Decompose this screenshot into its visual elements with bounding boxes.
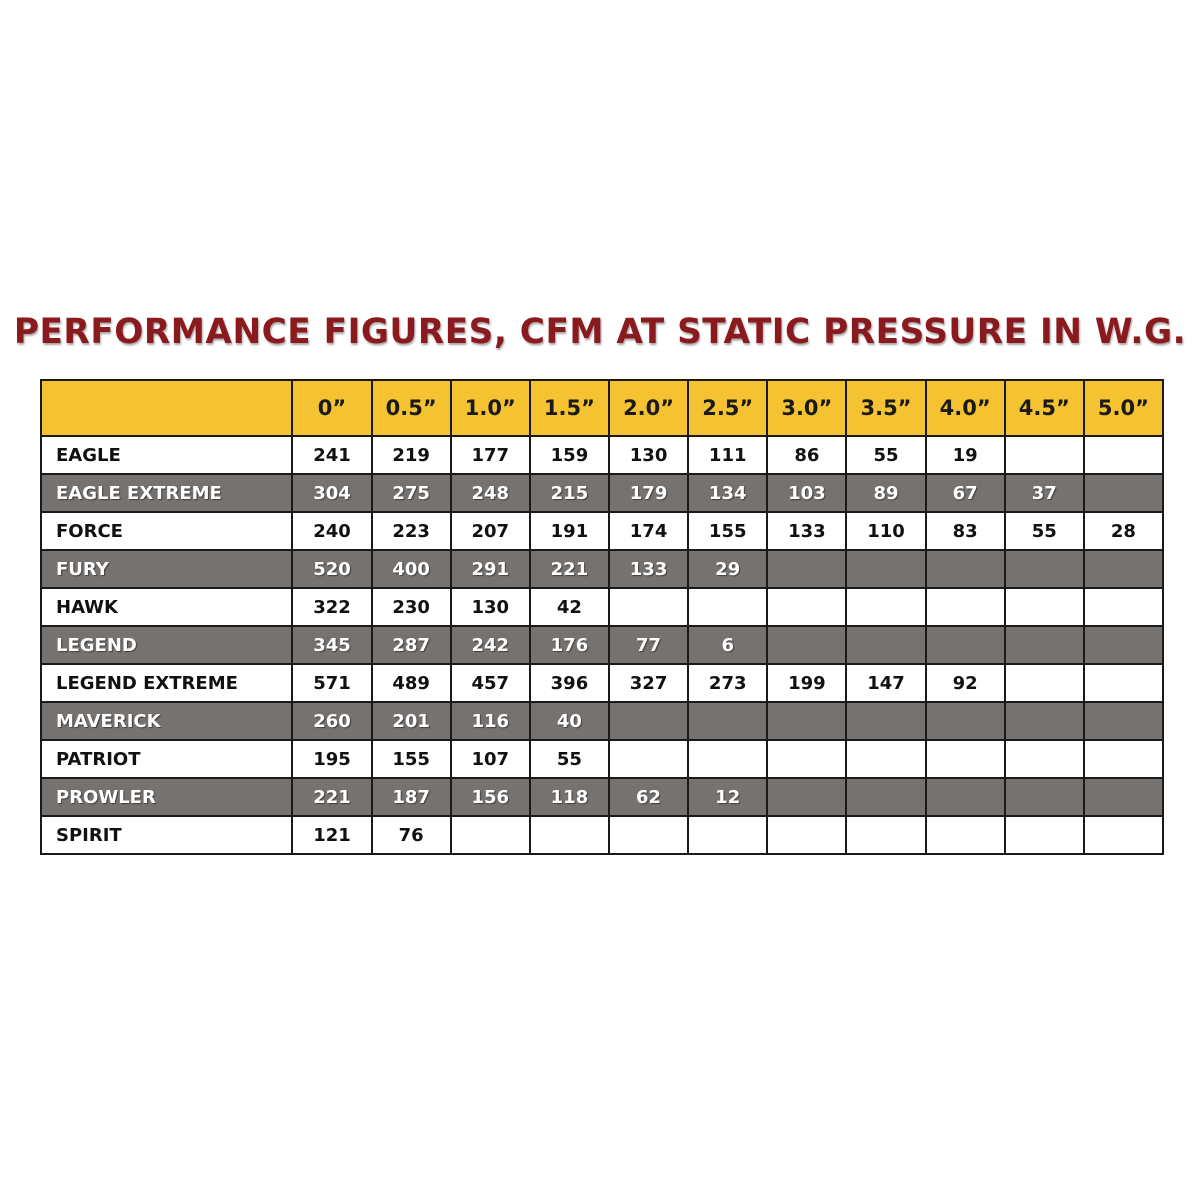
cfm-value-cell: 240 xyxy=(292,512,371,550)
model-name-cell: HAWK xyxy=(41,588,292,626)
cfm-value-cell: 62 xyxy=(609,778,688,816)
cfm-value-cell: 396 xyxy=(530,664,609,702)
cfm-value-cell: 155 xyxy=(688,512,767,550)
cfm-value-cell: 571 xyxy=(292,664,371,702)
model-name-cell: LEGEND xyxy=(41,626,292,664)
cfm-value-cell xyxy=(451,816,530,854)
cfm-value-cell xyxy=(926,816,1005,854)
header-cell-pressure: 1.5” xyxy=(530,380,609,436)
header-cell-pressure: 3.5” xyxy=(846,380,925,436)
cfm-value-cell: 55 xyxy=(846,436,925,474)
cfm-value-cell xyxy=(1084,588,1163,626)
cfm-value-cell: 155 xyxy=(372,740,451,778)
cfm-value-cell: 260 xyxy=(292,702,371,740)
header-cell-pressure: 0” xyxy=(292,380,371,436)
cfm-value-cell: 201 xyxy=(372,702,451,740)
cfm-value-cell: 77 xyxy=(609,626,688,664)
cfm-value-cell: 83 xyxy=(926,512,1005,550)
cfm-value-cell: 275 xyxy=(372,474,451,512)
cfm-value-cell xyxy=(1084,778,1163,816)
model-name-cell: EAGLE xyxy=(41,436,292,474)
cfm-value-cell: 92 xyxy=(926,664,1005,702)
model-name-cell: MAVERICK xyxy=(41,702,292,740)
table-row xyxy=(41,474,1163,512)
cfm-value-cell xyxy=(1084,436,1163,474)
header-cell-pressure: 5.0” xyxy=(1084,380,1163,436)
cfm-value-cell: 489 xyxy=(372,664,451,702)
header-cell-pressure: 4.5” xyxy=(1005,380,1084,436)
cfm-value-cell: 191 xyxy=(530,512,609,550)
cfm-value-cell: 89 xyxy=(846,474,925,512)
cfm-value-cell: 103 xyxy=(767,474,846,512)
cfm-value-cell xyxy=(846,550,925,588)
cfm-value-cell xyxy=(609,816,688,854)
cfm-value-cell xyxy=(1084,740,1163,778)
header-cell-pressure: 2.0” xyxy=(609,380,688,436)
cfm-value-cell xyxy=(767,740,846,778)
model-name-cell: FORCE xyxy=(41,512,292,550)
cfm-value-cell: 110 xyxy=(846,512,925,550)
cfm-value-cell: 207 xyxy=(451,512,530,550)
header-cell-pressure: 3.0” xyxy=(767,380,846,436)
cfm-value-cell xyxy=(846,626,925,664)
cfm-value-cell: 111 xyxy=(688,436,767,474)
cfm-value-cell: 134 xyxy=(688,474,767,512)
cfm-value-cell xyxy=(846,778,925,816)
header-cell-pressure: 0.5” xyxy=(372,380,451,436)
cfm-value-cell: 273 xyxy=(688,664,767,702)
cfm-value-cell: 241 xyxy=(292,436,371,474)
cfm-value-cell xyxy=(1005,740,1084,778)
model-name-cell: SPIRIT xyxy=(41,816,292,854)
cfm-value-cell: 400 xyxy=(372,550,451,588)
cfm-value-cell xyxy=(926,550,1005,588)
cfm-value-cell: 6 xyxy=(688,626,767,664)
table-title: PERFORMANCE FIGURES, CFM AT STATIC PRESSURE IN W.G. xyxy=(13,312,1187,352)
model-name-cell: FURY xyxy=(41,550,292,588)
cfm-value-cell xyxy=(1084,816,1163,854)
table-row xyxy=(41,664,1163,702)
table-row xyxy=(41,512,1163,550)
cfm-value-cell xyxy=(1084,550,1163,588)
header-cell-pressure: 1.0” xyxy=(451,380,530,436)
header-cell-model xyxy=(41,380,292,436)
cfm-value-cell: 130 xyxy=(609,436,688,474)
cfm-value-cell xyxy=(1084,702,1163,740)
cfm-value-cell: 55 xyxy=(530,740,609,778)
cfm-value-cell: 457 xyxy=(451,664,530,702)
cfm-value-cell: 29 xyxy=(688,550,767,588)
table-row xyxy=(41,778,1163,816)
cfm-value-cell xyxy=(767,816,846,854)
cfm-value-cell: 107 xyxy=(451,740,530,778)
cfm-value-cell: 322 xyxy=(292,588,371,626)
model-name-cell: PROWLER xyxy=(41,778,292,816)
cfm-value-cell: 116 xyxy=(451,702,530,740)
cfm-value-cell: 55 xyxy=(1005,512,1084,550)
cfm-value-cell: 174 xyxy=(609,512,688,550)
cfm-value-cell xyxy=(1005,664,1084,702)
cfm-value-cell xyxy=(609,588,688,626)
cfm-value-cell: 67 xyxy=(926,474,1005,512)
table-body xyxy=(41,436,1163,854)
cfm-value-cell xyxy=(767,588,846,626)
cfm-value-cell xyxy=(609,702,688,740)
model-name-cell: LEGEND EXTREME xyxy=(41,664,292,702)
header-row xyxy=(41,380,1163,436)
cfm-value-cell xyxy=(767,550,846,588)
cfm-value-cell xyxy=(1005,550,1084,588)
cfm-value-cell xyxy=(926,702,1005,740)
cfm-value-cell: 118 xyxy=(530,778,609,816)
cfm-value-cell: 230 xyxy=(372,588,451,626)
cfm-value-cell: 133 xyxy=(767,512,846,550)
cfm-value-cell: 221 xyxy=(530,550,609,588)
cfm-value-cell: 215 xyxy=(530,474,609,512)
cfm-value-cell: 221 xyxy=(292,778,371,816)
cfm-value-cell xyxy=(926,740,1005,778)
cfm-value-cell: 176 xyxy=(530,626,609,664)
cfm-value-cell: 345 xyxy=(292,626,371,664)
cfm-value-cell xyxy=(846,588,925,626)
cfm-value-cell xyxy=(846,702,925,740)
cfm-value-cell: 179 xyxy=(609,474,688,512)
cfm-value-cell: 223 xyxy=(372,512,451,550)
cfm-value-cell xyxy=(1084,664,1163,702)
cfm-value-cell xyxy=(767,626,846,664)
cfm-value-cell: 86 xyxy=(767,436,846,474)
cfm-value-cell: 242 xyxy=(451,626,530,664)
table-row xyxy=(41,702,1163,740)
header-cell-pressure: 2.5” xyxy=(688,380,767,436)
cfm-value-cell xyxy=(846,740,925,778)
table-row xyxy=(41,740,1163,778)
cfm-value-cell: 195 xyxy=(292,740,371,778)
cfm-value-cell xyxy=(1005,702,1084,740)
cfm-value-cell: 327 xyxy=(609,664,688,702)
cfm-value-cell: 121 xyxy=(292,816,371,854)
cfm-value-cell: 291 xyxy=(451,550,530,588)
table-row xyxy=(41,816,1163,854)
cfm-value-cell xyxy=(688,740,767,778)
cfm-value-cell xyxy=(1005,626,1084,664)
cfm-value-cell xyxy=(767,778,846,816)
cfm-value-cell: 40 xyxy=(530,702,609,740)
cfm-value-cell xyxy=(846,816,925,854)
table-row xyxy=(41,550,1163,588)
cfm-value-cell xyxy=(1084,626,1163,664)
table-row xyxy=(41,626,1163,664)
cfm-value-cell xyxy=(688,816,767,854)
cfm-value-cell: 19 xyxy=(926,436,1005,474)
cfm-value-cell: 177 xyxy=(451,436,530,474)
cfm-value-cell xyxy=(688,588,767,626)
cfm-value-cell: 37 xyxy=(1005,474,1084,512)
cfm-value-cell: 12 xyxy=(688,778,767,816)
cfm-value-cell: 287 xyxy=(372,626,451,664)
cfm-value-cell: 159 xyxy=(530,436,609,474)
cfm-value-cell xyxy=(926,626,1005,664)
cfm-value-cell: 520 xyxy=(292,550,371,588)
cfm-value-cell xyxy=(1005,778,1084,816)
cfm-value-cell: 187 xyxy=(372,778,451,816)
cfm-value-cell: 304 xyxy=(292,474,371,512)
cfm-value-cell: 147 xyxy=(846,664,925,702)
cfm-value-cell xyxy=(926,588,1005,626)
cfm-value-cell xyxy=(530,816,609,854)
cfm-value-cell xyxy=(767,702,846,740)
cfm-value-cell: 156 xyxy=(451,778,530,816)
performance-table xyxy=(40,379,1164,855)
cfm-value-cell: 133 xyxy=(609,550,688,588)
model-name-cell: EAGLE EXTREME xyxy=(41,474,292,512)
cfm-value-cell xyxy=(1005,588,1084,626)
cfm-value-cell xyxy=(1005,436,1084,474)
cfm-value-cell: 199 xyxy=(767,664,846,702)
header-cell-pressure: 4.0” xyxy=(926,380,1005,436)
cfm-value-cell xyxy=(609,740,688,778)
cfm-value-cell xyxy=(926,778,1005,816)
model-name-cell: PATRIOT xyxy=(41,740,292,778)
cfm-value-cell: 42 xyxy=(530,588,609,626)
cfm-value-cell xyxy=(1005,816,1084,854)
cfm-value-cell: 248 xyxy=(451,474,530,512)
cfm-value-cell: 219 xyxy=(372,436,451,474)
cfm-value-cell: 130 xyxy=(451,588,530,626)
table-row xyxy=(41,588,1163,626)
cfm-value-cell: 28 xyxy=(1084,512,1163,550)
table-row xyxy=(41,436,1163,474)
cfm-value-cell xyxy=(1084,474,1163,512)
cfm-value-cell xyxy=(688,702,767,740)
cfm-value-cell: 76 xyxy=(372,816,451,854)
